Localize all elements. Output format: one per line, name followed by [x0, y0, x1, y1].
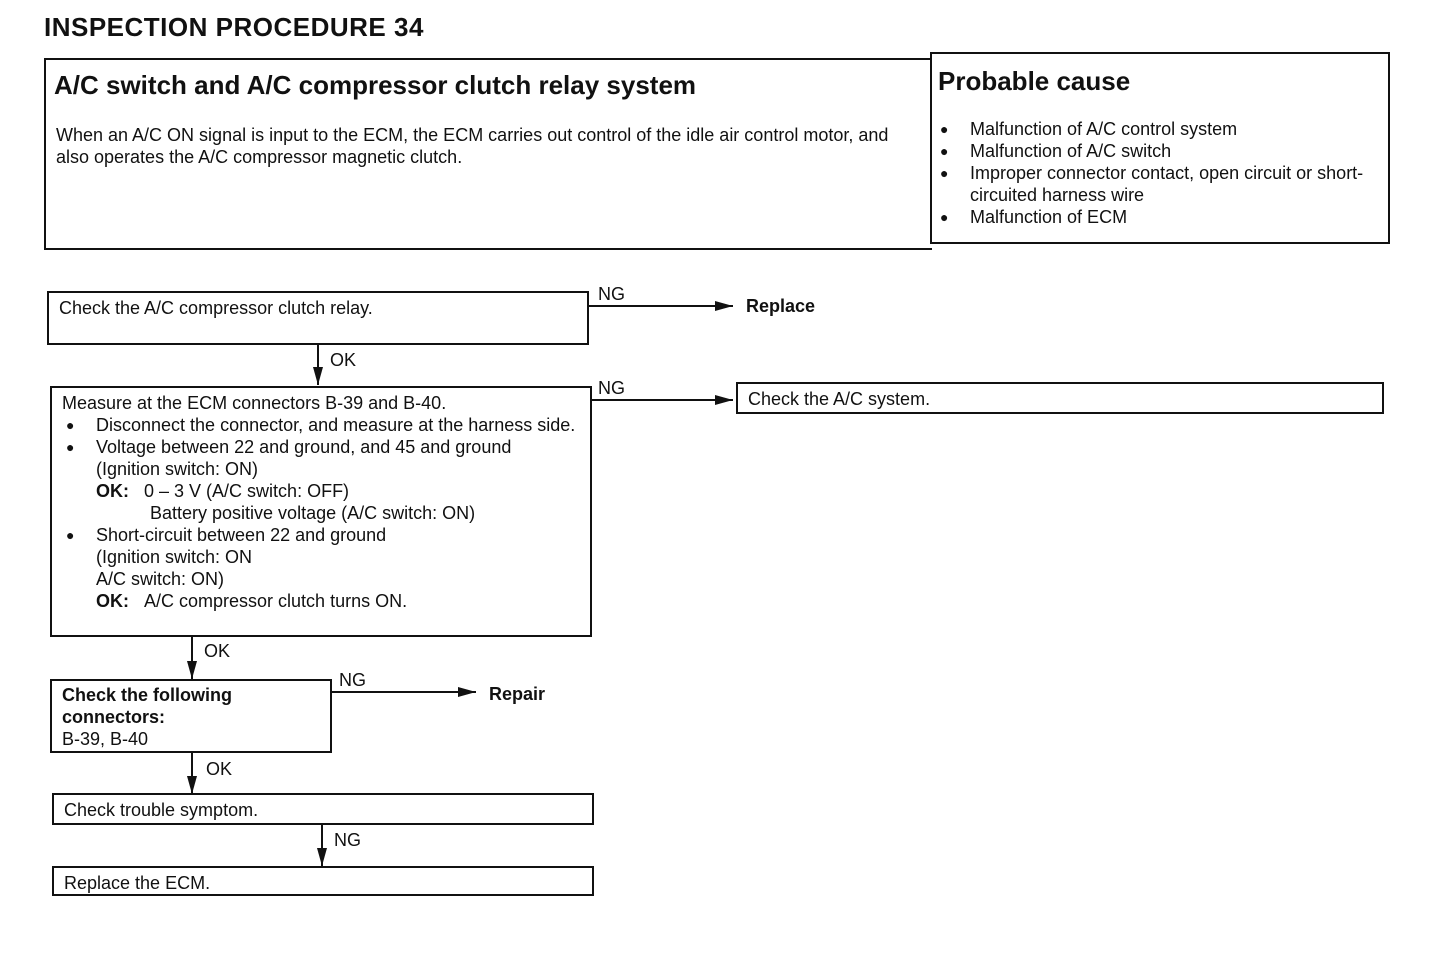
ng-label: NG	[598, 378, 625, 398]
step2-bullet	[62, 524, 580, 612]
step2-bullet-text: (Ignition switch: ON	[96, 547, 253, 567]
step2-list	[62, 414, 580, 612]
description-text: When an A/C ON signal is input to the ECM, the ECM carries out control of the idle air control motor, and also operates the A/C compressor magnetic clutch.	[56, 125, 889, 167]
cause-item: ● Malfunction of ECM	[936, 206, 1380, 228]
step3-title: Check the following connectors:	[62, 685, 233, 727]
step2-bullet-text: Voltage between 22 and ground, and 45 and ground (Ignition switch: ON)	[96, 437, 512, 479]
ok-value: Battery positive voltage (A/C switch: ON)	[150, 503, 476, 523]
cause-item: ● Malfunction of A/C switch	[936, 140, 1380, 162]
step-check-trouble-symptom	[52, 793, 594, 825]
result-check-ac-system-text: Check the A/C system.	[748, 389, 931, 409]
result-replace: Replace	[746, 296, 816, 316]
step3-connectors: B-39, B-40	[62, 729, 149, 749]
step-check-clutch-relay	[47, 291, 589, 345]
step2-title: Measure at the ECM connectors B-39 and B-40.	[62, 393, 447, 413]
ok-key: OK:	[96, 591, 129, 611]
step2-bullet: ● Disconnect the connector, and measure at the harness side.	[62, 414, 580, 436]
system-title: A/C switch and A/C compressor clutch relay system	[54, 70, 697, 100]
ok-label: OK	[204, 641, 231, 661]
step-check-connectors	[50, 679, 332, 753]
ok-key: OK:	[96, 481, 129, 501]
step-measure-ecm-connectors	[50, 386, 592, 637]
ok-value: A/C compressor clutch turns ON.	[144, 591, 408, 611]
probable-cause-title: Probable cause	[938, 66, 1131, 96]
page-title: INSPECTION PROCEDURE 34	[44, 12, 424, 42]
result-repair: Repair	[489, 684, 546, 704]
step2-bullet-text: A/C switch: ON)	[96, 569, 225, 589]
step1-text: Check the A/C compressor clutch relay.	[59, 298, 373, 318]
ok-value: 0 – 3 V (A/C switch: OFF)	[144, 481, 350, 501]
cause-item: ● Improper connector contact, open circuit or short-circuited harness wire	[936, 162, 1380, 206]
step2-bullet-text: ● Short-circuit between 22 and ground	[96, 525, 387, 545]
step2-bullet	[62, 436, 580, 524]
step2-ok-block	[96, 480, 580, 524]
ng-label: NG	[598, 284, 625, 304]
cause-item: ● Malfunction of A/C control system	[936, 118, 1380, 140]
step4-text: Check trouble symptom.	[64, 800, 259, 820]
step2-ok-block	[96, 590, 580, 612]
ok-label: OK	[330, 350, 357, 370]
step-replace-ecm	[52, 866, 594, 896]
ng-label: NG	[339, 670, 366, 690]
ok-label: OK	[206, 759, 233, 779]
step5-text: Replace the ECM.	[64, 873, 211, 893]
ng-label: NG	[334, 830, 361, 850]
result-check-ac-system	[736, 382, 1384, 414]
